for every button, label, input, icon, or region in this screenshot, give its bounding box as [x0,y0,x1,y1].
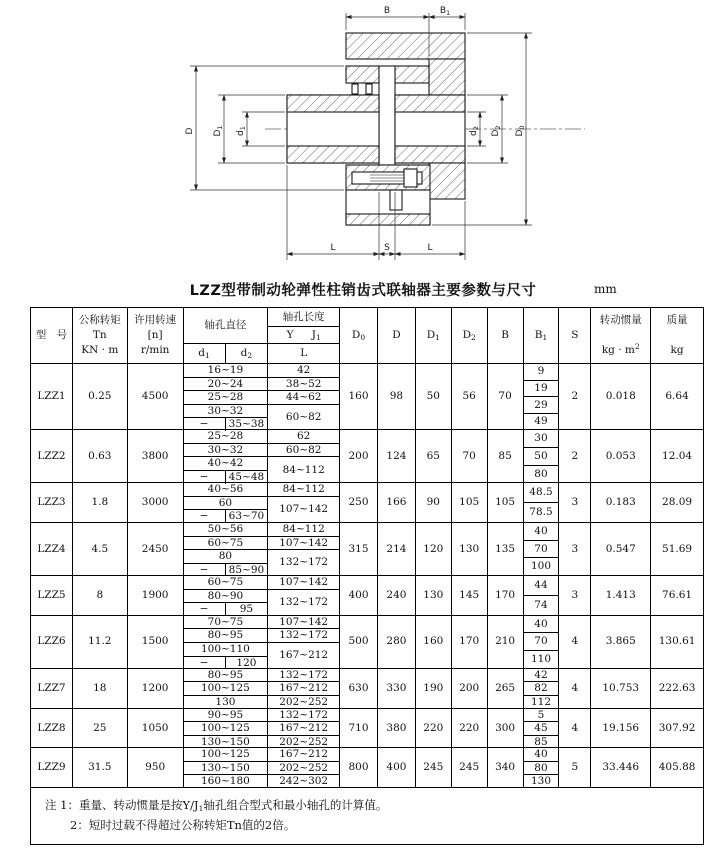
table-row [31,364,703,430]
cell-mass: 51.69 [662,542,693,555]
length-column [268,523,340,575]
bore-d2-value: 63~70 [228,510,265,523]
cell-model: LZZ9 [31,748,73,787]
cell-model: LZZ4 [31,523,73,575]
bore-d2-value: 95 [239,603,254,616]
cell-torque: 25 [73,709,128,748]
cell-S: 3 [559,576,591,615]
coupling-section-drawing [0,0,726,274]
length-range: 132~172 [268,629,339,643]
cell-D2: 130 [452,523,488,575]
cell-model: LZZ7 [31,669,73,708]
cell-B: 105 [488,483,524,522]
cell-speed: 1050 [128,709,184,748]
length-range: 202~252 [279,695,329,708]
B1-value: 29 [524,397,559,414]
length-range: 107~142 [279,503,329,516]
cell-model: LZZ6 [31,616,73,668]
cell-speed: 1900 [128,576,184,615]
cell-model: LZZ1 [31,364,73,429]
cell-D1: 120 [416,523,452,575]
dim-label-B1: $B_1$ [439,6,451,17]
cell-mass: 307.92 [658,721,696,734]
cell-torque: 4.5 [73,523,128,575]
bore-d1-value: − [184,471,226,484]
bore-column [184,576,269,615]
length-column [268,576,340,615]
length-column [268,709,340,748]
bore-range: 80~95 [184,629,268,643]
bore-split-row [184,510,268,523]
length-range: 167~212 [268,722,339,736]
dim-label-D1: $D_1$ [213,125,224,137]
cell-mass: 222.63 [658,681,696,694]
col-head-D2: $D_2$ [452,308,488,363]
B1-value: 112 [530,695,551,708]
bore-d2-value: 35~38 [228,418,265,431]
dim-label-D2: $D_2$ [491,125,502,137]
brake-web-upper [429,59,465,95]
cell-D: 166 [378,483,416,522]
bore-range: 100~125 [184,748,268,762]
cell-D0: 500 [340,616,378,668]
table-row [31,748,703,788]
cell-D2: 105 [452,483,488,522]
pin-head-detail [366,84,372,94]
length-range: 44~62 [268,391,339,405]
cell-inertia: 0.053 [591,430,651,482]
B1-value: 78.5 [529,506,553,519]
cell-speed: 3800 [128,430,184,482]
cell-speed: 4500 [128,364,184,429]
length-column [268,364,340,429]
bore-split-row [184,657,268,670]
bore-d1-value: − [184,564,226,577]
cell-B: 85 [488,430,524,482]
col-head-d2: $d_2$ [240,347,253,361]
cell-D0: 800 [340,748,378,787]
cell-model: LZZ3 [31,483,73,522]
pin-tip [417,172,422,184]
B1-column [524,364,560,429]
dim-label-D: D [185,127,195,135]
bore-column [184,523,269,575]
cell-B: 170 [488,576,524,615]
bore-split-row [184,564,268,577]
drum-rim-bottom [346,214,430,225]
brake-web-lower [429,163,465,199]
col-head-bore-length: 轴孔长度 Y $J_1$ L [268,308,340,363]
cell-D0: 710 [340,709,378,748]
length-range: 167~212 [279,649,329,662]
note-line-2: 2：短时过载不得超过公称转矩Tn值的2倍。 [70,818,296,833]
cell-D: 98 [378,364,416,429]
cell-S: 4 [559,669,591,708]
cell-S: 3 [559,483,591,522]
table-row [31,669,703,709]
dim-label-L-left: L [330,243,336,253]
cell-S: 5 [559,748,591,787]
length-range: 107~142 [268,537,339,551]
cell-D2: 145 [452,576,488,615]
bore-range: 60~75 [184,537,268,551]
length-range: 202~252 [279,735,329,748]
bore-range: 90~95 [184,709,268,723]
cell-D0: 160 [340,364,378,429]
table-row [31,430,703,483]
col-head-model: 型 号 [31,308,73,363]
cell-D0: 630 [340,669,378,708]
cell-inertia: 0.018 [591,364,651,429]
cell-D1: 190 [416,669,452,708]
cell-D2: 70 [452,430,488,482]
col-head-torque: 公称转矩 Tn KN · m [73,308,128,363]
dim-label-D0: $D_0$ [515,125,526,137]
cell-inertia: 33.446 [591,748,651,787]
bore-range: 40~42 [184,457,268,471]
B1-column [524,576,560,615]
cell-torque: 0.25 [73,364,128,429]
table-row [31,616,703,669]
flange-upper-right [395,66,429,83]
dim-label-B: B [383,6,391,16]
unit-label: mm [594,282,617,296]
cell-S: 2 [559,364,591,429]
length-column [268,669,340,708]
bore-d1-value: − [184,510,226,523]
cell-D: 280 [378,616,416,668]
bore-range: 80~95 [184,669,268,683]
cell-D0: 250 [340,483,378,522]
bore-range: 60~75 [184,576,268,590]
length-range: 242~302 [279,775,329,788]
B1-value: 49 [534,415,548,428]
B1-column [524,669,560,708]
bore-range: 100~125 [184,722,268,736]
bore-range: 20~24 [184,378,268,392]
dim-label-d1: $d_1$ [236,126,247,136]
bore-column [184,430,269,482]
length-range: 107~142 [268,616,339,630]
coupling-body [287,33,465,225]
length-range: 42 [268,364,339,378]
col-head-d1: $d_1$ [184,344,226,363]
B1-value: 44 [524,576,559,596]
table-row [31,576,703,616]
B1-value: 42 [524,669,559,683]
bore-column [184,364,269,429]
page-title: LZZ型带制动轮弹性柱销齿式联轴器主要参数与尺寸 [189,283,537,299]
col-head-D: D [378,308,416,363]
cell-speed: 3000 [128,483,184,522]
B1-value: 19 [524,381,559,398]
B1-value: 5 [524,709,559,723]
length-range: 132~172 [279,595,329,608]
bore-range: 25~28 [184,391,268,405]
bore-d1-value: − [184,603,226,616]
table-row [31,483,703,523]
B1-value: 50 [524,448,559,466]
cell-D1: 245 [416,748,452,787]
bore-range: 30~32 [184,444,268,458]
cell-S: 2 [559,430,591,482]
B1-value: 74 [534,599,548,612]
B1-column [524,748,560,787]
B1-value: 70 [524,541,559,559]
page-title-row [0,279,726,300]
bore-column [184,616,269,668]
table-body [31,364,703,788]
cell-B: 300 [488,709,524,748]
cell-D0: 200 [340,430,378,482]
bore-range: 16~19 [184,364,268,378]
cell-B: 340 [488,748,524,787]
cell-S: 3 [559,523,591,575]
bore-range: 50~56 [184,523,268,537]
bore-d2-value: 85~90 [228,563,265,576]
bore-range: 130~150 [200,735,250,748]
dim-label-S: S [384,243,390,253]
bore-column [184,669,269,708]
bore-range: 130~150 [184,762,268,776]
cell-model: LZZ2 [31,430,73,482]
length-column [268,483,340,522]
pin-nut [404,169,417,187]
table-row [31,523,703,576]
length-range: 84~112 [282,463,325,476]
B1-column [524,709,560,748]
bore-split-row [184,603,268,616]
table-header [31,308,703,364]
cell-inertia: 0.547 [591,523,651,575]
bore-split-row [184,471,268,484]
cell-D1: 65 [416,430,452,482]
cell-B: 70 [488,364,524,429]
cell-D: 380 [378,709,416,748]
note-line-1: 注 1：重量、转动惯量是按$Y/J_1$轴孔组合型式和最小轴孔的计算值。 [45,798,388,813]
B1-column [524,430,560,482]
table-row [31,709,703,749]
col-head-B: B [488,308,524,363]
B1-value: 40 [524,523,559,541]
length-column [268,430,340,482]
cell-torque: 18 [73,669,128,708]
B1-value: 100 [530,560,551,573]
cell-D: 214 [378,523,416,575]
length-range: 167~212 [268,748,339,762]
cell-mass: 76.61 [662,589,693,602]
bore-range: 25~28 [184,430,268,444]
bore-range: 80~90 [184,590,268,604]
cell-D: 240 [378,576,416,615]
col-head-D0: $D_0$ [340,308,378,363]
col-head-inertia: 转动惯量 kg · $m^2$ [591,308,651,363]
length-range: 62 [268,430,339,444]
cell-mass: 130.61 [658,635,696,648]
cell-D0: 315 [340,523,378,575]
left-hub-wall-top [287,95,379,112]
cell-inertia: 3.865 [591,616,651,668]
cell-D1: 220 [416,709,452,748]
cell-mass: 12.04 [662,449,693,462]
parameter-table [30,307,704,845]
cell-speed: 2450 [128,523,184,575]
col-head-Y: Y [286,328,294,341]
cell-D2: 56 [452,364,488,429]
cell-mass: 28.09 [662,496,693,509]
B1-column [524,483,560,522]
length-column [268,748,340,787]
cell-inertia: 1.413 [591,576,651,615]
col-head-L: L [300,347,308,360]
cell-inertia: 10.753 [591,669,651,708]
length-range: 132~172 [268,669,339,683]
right-hub-wall-bottom [395,146,465,163]
length-range: 167~212 [268,682,339,696]
col-head-D1: $D_1$ [416,308,452,363]
drum-rim-top [346,33,465,59]
cell-B: 265 [488,669,524,708]
cell-speed: 1200 [128,669,184,708]
bore-d2-value: 45~48 [228,471,265,484]
left-hub-wall-bottom [287,146,379,163]
B1-value: 130 [530,775,551,788]
cell-model: LZZ5 [31,576,73,615]
B1-value: 9 [524,364,559,381]
col-head-mass: 质量 kg [666,314,688,357]
bore-column [184,748,269,787]
length-range: 60~82 [268,444,339,458]
cell-D1: 50 [416,364,452,429]
cell-inertia: 0.183 [591,483,651,522]
table-notes [31,788,703,844]
B1-value: 85 [534,735,548,748]
B1-value: 40 [524,616,559,634]
bore-d1-value: − [184,418,226,431]
flange-joint-web [379,66,395,165]
cell-D: 124 [378,430,416,482]
cell-torque: 8 [73,576,128,615]
cell-B: 135 [488,523,524,575]
B1-value: 45 [524,722,559,736]
right-hub-wall-top [395,95,465,112]
cell-torque: 11.2 [73,616,128,668]
length-range: 84~112 [268,483,339,497]
cell-D: 330 [378,669,416,708]
bore-range: 100~125 [184,682,268,696]
col-head-B1: $B_1$ [524,308,560,363]
drum-web-foot [390,190,402,210]
cell-torque: 1.8 [73,483,128,522]
cell-speed: 1500 [128,616,184,668]
bore-range: 70~75 [184,616,268,630]
bore-range: 40~56 [184,483,268,497]
cell-inertia: 19.156 [591,709,651,748]
bore-d2-value: 120 [236,656,257,669]
length-range: 132~172 [279,556,329,569]
cell-S: 4 [559,709,591,748]
cell-D1: 160 [416,616,452,668]
B1-value: 70 [524,633,559,651]
B1-value: 110 [530,653,551,666]
length-range: 38~52 [268,378,339,392]
cell-mass: 405.88 [658,761,696,774]
col-head-S: S [559,308,591,363]
B1-value: 82 [524,682,559,696]
bore-split-row [184,418,268,431]
cell-torque: 31.5 [73,748,128,787]
pin-head-detail [352,84,358,94]
bore-range: 160~180 [200,775,250,788]
col-head-J1: $J_1$ [311,328,321,342]
length-range: 107~142 [268,576,339,590]
cell-speed: 950 [128,748,184,787]
bore-column [184,483,269,522]
bore-range: 130 [215,695,236,708]
length-column [268,616,340,668]
bore-column [184,709,269,748]
cell-mass: 6.64 [665,390,689,403]
B1-value: 80 [534,467,548,480]
cell-model: LZZ8 [31,709,73,748]
cell-D2: 200 [452,669,488,708]
dim-label-d2: $d_2$ [469,126,480,136]
bore-range: 100~110 [184,643,268,657]
cell-D2: 220 [452,709,488,748]
col-head-speed: 许用转速 [n] r/min [128,308,184,363]
cell-D0: 400 [340,576,378,615]
cell-D2: 245 [452,748,488,787]
cell-D1: 130 [416,576,452,615]
B1-column [524,616,560,668]
B1-value: 40 [524,748,559,762]
bore-range: 30~32 [184,405,268,419]
B1-column [524,523,560,575]
cell-D2: 170 [452,616,488,668]
bore-d1-value: − [184,657,226,670]
length-range: 202~252 [268,762,339,776]
length-range: 84~112 [268,523,339,537]
bore-range: 60 [184,497,268,511]
bore-range: 80 [184,550,268,564]
length-range: 132~172 [268,709,339,723]
cell-S: 4 [559,616,591,668]
col-head-bore-diameter: 轴孔直径 $d_1$ $d_2$ [184,308,269,363]
dim-label-L-right: L [427,243,433,253]
B1-value: 30 [524,430,559,448]
B1-value: 80 [524,762,559,776]
B1-value: 48.5 [524,483,559,503]
cell-D: 400 [378,748,416,787]
cell-D1: 90 [416,483,452,522]
flange-upper-left [346,66,379,83]
cell-torque: 0.63 [73,430,128,482]
cell-B: 210 [488,616,524,668]
length-range: 60~82 [285,410,322,423]
